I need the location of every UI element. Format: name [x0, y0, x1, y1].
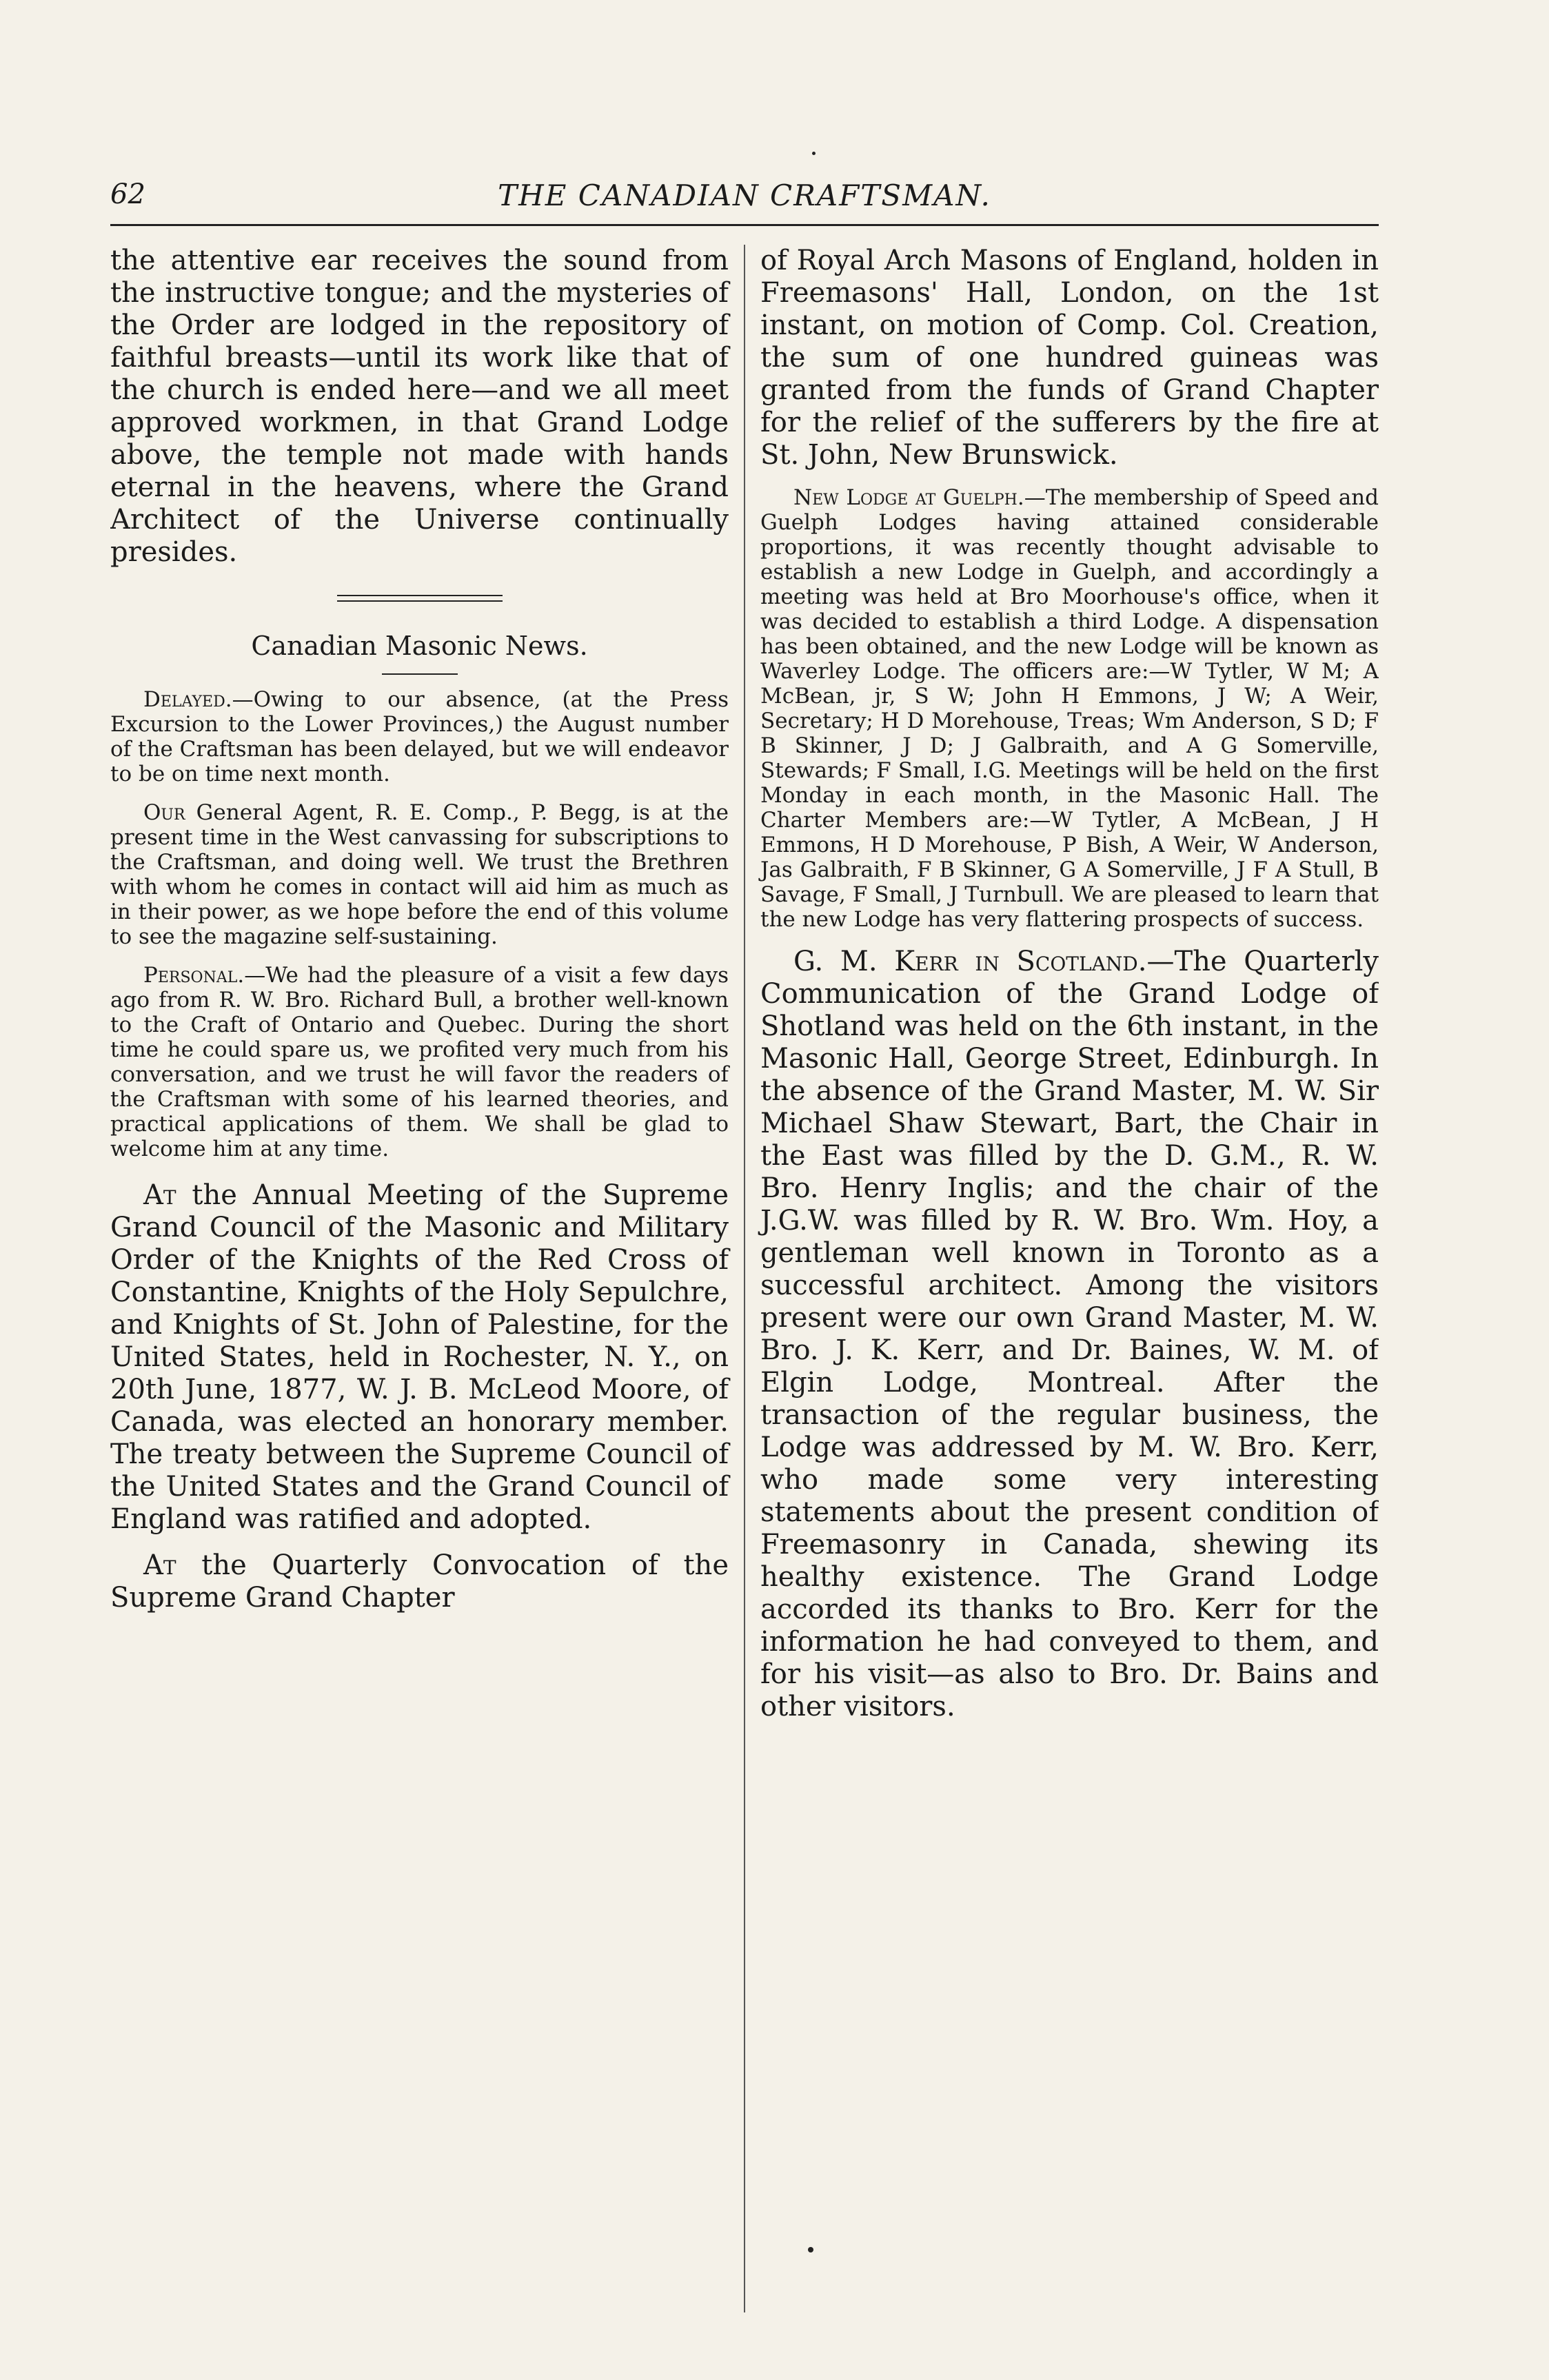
- ink-speck: [812, 152, 816, 155]
- guelph-text: —The membership of Speed and Guelph Lodges having attained considerable proportions, it was recently thought advisable to establish a new Lodge in Guelph, and accordingly a meeting was held at Bro Moorhouse's office, when it was decided to establish a third Lodge. A dispensation has been obtained, and the new Lodge will be known as Waverley Lodge. The officers are:—W Tytler, W M; A McBean, jr, S W; John H Emmons, J W; A Weir, Secretary; H D Morehouse, Treas; Wm Anderson, S D; F B Skinner, J D; J Galbraith, and A G Somerville, Stewards; F Small, I.G. Meetings will be held on the first Monday in each month, in the Masonic Hall. The Charter Members are:—W Tytler, A McBean, J H Emmons, H D Morehouse, P Bish, A Weir, W Anderson, Jas Galbraith, F B Skinner, G A Somerville, J F A Stull, B Savage, F Small, J Turnbull. We are pleased to learn that the new Lodge has very flattering prospects of success.: [760, 485, 1379, 932]
- page-header: [110, 176, 1379, 226]
- quarterly-text: the Quarterly Convocation of the Supreme Grand Chapter: [110, 1549, 729, 1614]
- guelph-lead: New Lodge at Guelph.: [793, 485, 1024, 510]
- left-column: [110, 245, 744, 2312]
- heading-rule: [382, 673, 458, 675]
- agent-text: General Agent, R. E. Comp., P. Begg, is at the present time in the West canvassing for subscriptions to the Craftsman, and doing well. We trust the Brethren with whom he comes in contact will aid him as much as in their power, as we hope before the end of this volume to see the magazine self-sustaining.: [110, 800, 729, 949]
- guelph-paragraph: [760, 485, 1379, 932]
- intro-paragraph: the attentive ear receives the sound from the instructive tongue; and the mysteries of the Order are lodged in the repository of faithful breasts—until its work like that of the church is ended here—and we all meet approved workmen, in that Grand Lodge above, the temple not made with hands eternal in the heavens, where the Grand Architect of the Universe continually presides.: [110, 245, 729, 568]
- agent-paragraph: [110, 800, 729, 949]
- spacer: [760, 471, 1379, 485]
- kerr-lead: G. M. Kerr in Scotland.: [793, 946, 1147, 977]
- agent-lead: Our: [143, 800, 185, 825]
- spacer: [110, 1161, 729, 1179]
- personal-lead: Personal.: [143, 963, 245, 988]
- quarterly-lead: At: [143, 1549, 176, 1581]
- article-columns: [110, 245, 1379, 2312]
- annual-paragraph: [110, 1179, 729, 1536]
- spacer: [760, 932, 1379, 946]
- personal-text: —We had the pleasure of a visit a few days ago from R. W. Bro. Richard Bull, a brother well-known to the Craft of Ontario and Quebec. During the short time he could spare us, we profited very much from his conversation, and we trust he will favor the readers of the Craftsman with some of his learned theories, and practical applications of them. We shall be glad to welcome him at any time.: [110, 963, 729, 1161]
- kerr-text: —The Quarterly Communication of the Grand Lodge of Shotland was held on the 6th instant, in the Masonic Hall, George Street, Edinburgh. In the absence of the Grand Master, M. W. Sir Michael Shaw Stewart, Bart, the Chair in the East was filled by the D. G.M., R. W. Bro. Henry Inglis; and the chair of the J.G.W. was filled by R. W. Bro. Wm. Hoy, a gentleman well known in Toronto as a successful architect. Among the visitors present were our own Grand Master, M. W. Bro. J. K. Kerr, and Dr. Baines, W. M. of Elgin Lodge, Montreal. After the transaction of the regular business, the Lodge was addressed by M. W. Bro. Kerr, who made some very interesting statements about the present condition of Freemasonry in Canada, shewing its healthy existence. The Grand Lodge accorded its thanks to Bro. Kerr for the information he had conveyed to them, and for his visit—as also to Bro. Dr. Bains and other visitors.: [760, 946, 1379, 1722]
- spacer: [110, 949, 729, 963]
- annual-lead: At: [143, 1179, 176, 1211]
- spacer: [110, 1536, 729, 1549]
- running-title: THE CANADIAN CRAFTSMAN.: [498, 179, 991, 212]
- right-column: [745, 245, 1379, 2312]
- delayed-lead: Delayed.: [143, 687, 232, 712]
- kerr-paragraph: [760, 946, 1379, 1723]
- ink-speck: [808, 2247, 813, 2252]
- continuation-paragraph: of Royal Arch Masons of England, holden in Freemasons' Hall, London, on the 1st instant, on motion of Comp. Col. Creation, the sum of one hundred guineas was granted from the funds of Grand Chapter for the relief of the sufferers by the fire at St. John, New Brunswick.: [760, 245, 1379, 471]
- page-number: 62: [110, 179, 145, 210]
- page: [110, 176, 1379, 2312]
- section-divider: [337, 595, 503, 602]
- delayed-paragraph: [110, 687, 729, 786]
- spacer: [110, 786, 729, 800]
- personal-paragraph: [110, 963, 729, 1161]
- delayed-text: —Owing to our absence, (at the Press Excursion to the Lower Provinces,) the August number of the Craftsman has been delayed, but we will endeavor to be on time next month.: [110, 687, 729, 786]
- quarterly-paragraph: [110, 1549, 729, 1614]
- annual-text: the Annual Meeting of the Supreme Grand Council of the Masonic and Military Order of the Knights of the Red Cross of Constantine, Knights of the Holy Sepulchre, and Knights of St. John of Palestine, for the United States, held in Rochester, N. Y., on 20th June, 1877, W. J. B. McLeod Moore, of Canada, was elected an honorary member. The treaty between the Supreme Council of the United States and the Grand Council of England was ratified and adopted.: [110, 1179, 729, 1535]
- news-heading: Canadian Masonic News.: [251, 631, 588, 661]
